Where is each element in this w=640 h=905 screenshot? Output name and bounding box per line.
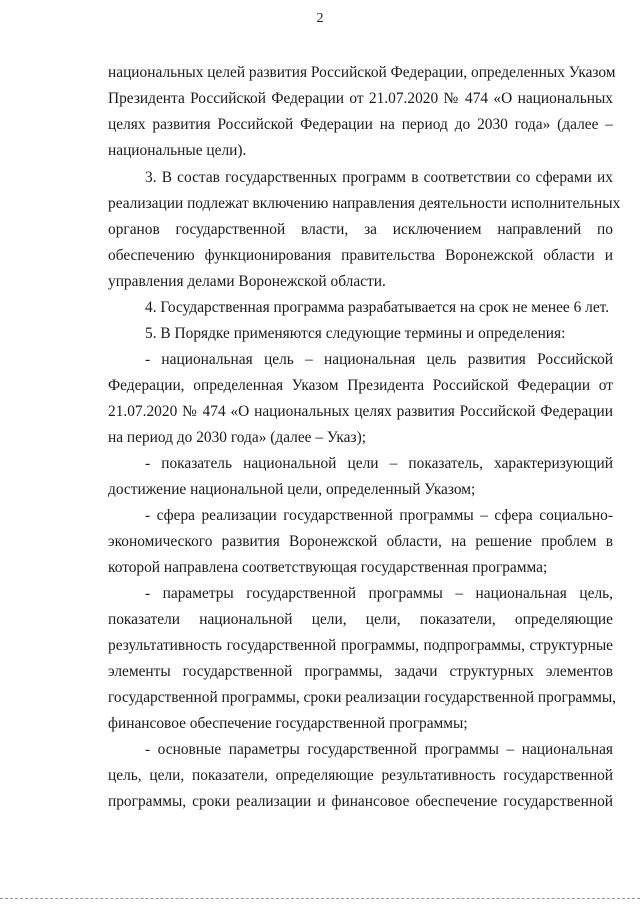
text-line: 21.07.2020 № 474 «О национальных целях развития Российской Федерации xyxy=(108,403,613,420)
text-line: национальных целей развития Российской Федерации, определенных Указом xyxy=(108,64,616,81)
scan-edge-divider xyxy=(0,898,640,899)
definition-line: - национальная цель – национальная цель развития Российской xyxy=(145,351,613,368)
text-line: элементы государственной программы, задачи структурных элементов xyxy=(108,663,613,680)
paragraph-5-line: 5. В Порядке применяются следующие термины и определения: xyxy=(145,325,566,342)
text-line: обеспечению функционирования правительства Воронежской области и xyxy=(108,247,613,264)
text-line: которой направлена соответствующая государственная программа; xyxy=(108,559,548,576)
definition-line: - основные параметры государственной программы – национальная xyxy=(145,741,613,758)
definition-line: - параметры государственной программы – национальная цель, xyxy=(145,585,613,602)
text-line: результативность государственной программы, подпрограммы, структурные xyxy=(108,637,613,654)
text-line: государственной программы, сроки реализации государственной программы, xyxy=(108,689,617,706)
text-line: национальные цели). xyxy=(108,142,247,159)
page-number: 2 xyxy=(316,11,324,26)
text-line: достижение национальной цели, определенный Указом; xyxy=(108,481,476,498)
definition-line: - сфера реализации государственной программы – сфера социально- xyxy=(145,507,613,524)
text-line: на период до 2030 года» (далее – Указ); xyxy=(108,429,366,446)
text-line: органов государственной власти, за исключением направлений по xyxy=(108,221,613,238)
text-line: Федерации, определенная Указом Президента Российской Федерации от xyxy=(108,377,613,394)
text-line: управления делами Воронежской области. xyxy=(108,273,386,290)
paragraph-4-line: 4. Государственная программа разрабатывается на срок не менее 6 лет. xyxy=(145,299,610,316)
text-line: показатели национальной цели, цели, показатели, определяющие xyxy=(108,611,613,628)
text-line: экономического развития Воронежской области, на решение проблем в xyxy=(108,533,613,550)
definition-line: - показатель национальной цели – показатель, характеризующий xyxy=(145,455,613,472)
text-line: Президента Российской Федерации от 21.07.2020 № 474 «О национальных xyxy=(108,90,613,107)
paragraph-3-line: 3. В состав государственных программ в соответствии со сферами их xyxy=(145,169,613,186)
text-line: программы, сроки реализации и финансовое обеспечение государственной xyxy=(108,793,613,810)
text-line: финансовое обеспечение государственной программы; xyxy=(108,715,468,732)
text-line: целях развития Российской Федерации на период до 2030 года» (далее – xyxy=(108,116,613,133)
text-line: реализации подлежат включению направления деятельности исполнительных xyxy=(108,195,621,212)
text-line: цель, цели, показатели, определяющие результативность государственной xyxy=(108,767,613,784)
